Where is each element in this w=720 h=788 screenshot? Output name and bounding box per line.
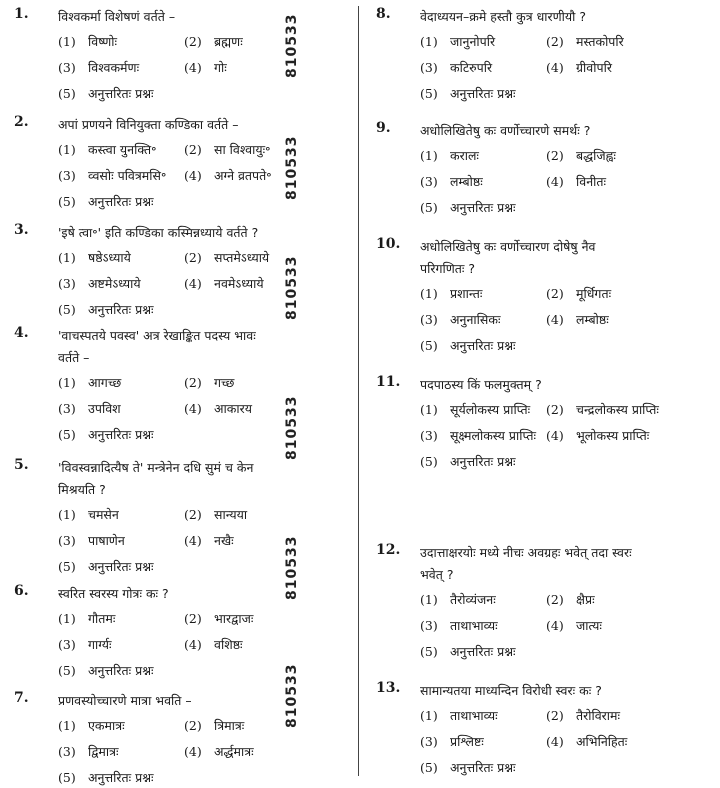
option-1[interactable]: [420, 32, 495, 52]
option-text: नखैः: [214, 533, 234, 548]
option-text: आकारय: [214, 401, 252, 416]
option-label: (3): [420, 734, 438, 749]
option-text: विश्वकर्मणः: [88, 60, 140, 75]
option-label: (3): [420, 428, 438, 443]
option-label: (1): [420, 148, 438, 163]
option-label: (1): [58, 250, 76, 265]
option-2[interactable]: [546, 284, 611, 304]
option-text: त्रिमात्रः: [214, 718, 245, 733]
question-text: [58, 222, 258, 244]
option-text: ताथाभाव्यः: [450, 708, 498, 723]
option-text: जानुनोपरि: [450, 34, 496, 49]
option-text: एकमात्रः: [88, 718, 125, 733]
option-label: (2): [546, 708, 564, 723]
option-label: (4): [184, 533, 202, 548]
option-3[interactable]: [58, 635, 112, 655]
option-label: (1): [420, 286, 438, 301]
option-label: (4): [546, 312, 564, 327]
question-number: 13.: [376, 680, 401, 696]
option-5[interactable]: [420, 198, 516, 218]
option-label: (5): [420, 454, 438, 469]
option-5[interactable]: [58, 425, 154, 445]
option-5[interactable]: [58, 300, 154, 320]
option-label: (4): [546, 60, 564, 75]
option-label: (5): [58, 302, 76, 317]
option-text: कस्त्वा युनक्ति॰: [88, 142, 157, 157]
option-3[interactable]: [420, 58, 492, 78]
question-number: 10.: [376, 236, 401, 252]
option-label: (3): [420, 618, 438, 633]
option-text: भारद्वाजः: [214, 611, 254, 626]
option-label: (5): [420, 200, 438, 215]
option-text: अष्टमेऽध्याये: [88, 276, 141, 291]
option-label: (1): [58, 142, 76, 157]
option-4[interactable]: [184, 166, 272, 186]
option-3[interactable]: [58, 58, 139, 78]
question-number: 1.: [14, 6, 29, 22]
option-label: (1): [58, 507, 76, 522]
option-label: (2): [546, 592, 564, 607]
option-text: अनुत्तरितः प्रश्नः: [450, 760, 516, 775]
question-text: [58, 325, 256, 369]
question-line: विश्वकर्मा विशेषणं वर्तते –: [58, 9, 176, 24]
option-1[interactable]: [58, 140, 157, 160]
option-2[interactable]: [546, 146, 616, 166]
serial-number-stamp: 810533: [284, 13, 300, 78]
option-label: (4): [184, 60, 202, 75]
option-label: (5): [420, 644, 438, 659]
question-text: [420, 236, 596, 280]
option-1[interactable]: [420, 400, 530, 420]
option-text: मस्तकोपरि: [576, 34, 624, 49]
option-5[interactable]: [420, 452, 516, 472]
option-text: क्षैप्रः: [576, 592, 595, 607]
option-text: पाषाणेन: [88, 533, 125, 548]
option-text: कटिरुपरि: [450, 60, 493, 75]
column-divider: [358, 6, 359, 776]
option-text: सूर्यलोकस्य प्राप्तिः: [450, 402, 531, 417]
option-text: करालः: [450, 148, 479, 163]
option-label: (5): [58, 427, 76, 442]
option-label: (5): [58, 559, 76, 574]
option-4[interactable]: [546, 732, 627, 752]
option-label: (3): [58, 276, 76, 291]
question-text: [58, 583, 169, 605]
option-label: (5): [58, 194, 76, 209]
option-label: (3): [420, 174, 438, 189]
option-5[interactable]: [420, 336, 516, 356]
option-4[interactable]: [546, 172, 606, 192]
option-label: (3): [58, 168, 76, 183]
option-5[interactable]: [420, 84, 516, 104]
option-text: अनुत्तरितः प्रश्नः: [450, 644, 516, 659]
right-column: [362, 0, 720, 787]
option-text: गौतमः: [88, 611, 116, 626]
option-label: (2): [546, 148, 564, 163]
question-line: परिगणितः ?: [420, 261, 476, 276]
option-text: प्रश्लिष्टः: [450, 734, 484, 749]
option-label: (5): [420, 86, 438, 101]
option-2[interactable]: [546, 400, 659, 420]
option-text: विष्णोः: [88, 34, 118, 49]
option-1[interactable]: [420, 146, 479, 166]
question-line: मिश्रयति ?: [58, 482, 106, 497]
option-text: अनुत्तरितः प्रश्नः: [88, 427, 154, 442]
option-label: (5): [58, 663, 76, 678]
option-text: चन्द्रलोकस्य प्राप्तिः: [576, 402, 659, 417]
option-label: (5): [420, 760, 438, 775]
option-4[interactable]: [184, 399, 252, 419]
question-line: 'वाचस्पतये पवस्व' अत्र रेखाङ्कित पदस्य भावः: [58, 328, 256, 343]
option-label: (2): [184, 142, 202, 157]
option-3[interactable]: [420, 310, 500, 330]
option-5[interactable]: [420, 642, 516, 662]
option-label: (3): [58, 637, 76, 652]
option-4[interactable]: [546, 426, 649, 446]
option-label: (3): [420, 60, 438, 75]
option-1[interactable]: [58, 609, 115, 629]
question-line: स्वरित स्वरस्य गोत्रः कः ?: [58, 586, 169, 601]
option-text: वशिष्ठः: [214, 637, 243, 652]
option-text: लम्बोष्ठः: [576, 312, 609, 327]
option-4[interactable]: [184, 58, 227, 78]
question-text: [58, 457, 253, 501]
option-text: सा विश्वायुः॰: [214, 142, 271, 157]
option-1[interactable]: [420, 706, 498, 726]
option-label: (4): [546, 734, 564, 749]
question-text: [420, 680, 602, 702]
option-3[interactable]: [58, 274, 141, 294]
question-line: प्रणवस्योच्चारणे मात्रा भवति –: [58, 693, 192, 708]
question-text: [58, 114, 239, 136]
option-4[interactable]: [546, 616, 602, 636]
option-text: भूलोकस्य प्राप्तिः: [576, 428, 650, 443]
option-label: (3): [58, 401, 76, 416]
option-label: (1): [58, 718, 76, 733]
option-1[interactable]: [58, 505, 119, 525]
question-line: भवेत् ?: [420, 567, 454, 582]
option-4[interactable]: [184, 531, 234, 551]
option-1[interactable]: [58, 373, 121, 393]
option-text: अनुत्तरितः प्रश्नः: [88, 86, 154, 101]
option-text: ग्रीवोपरि: [576, 60, 612, 75]
option-3[interactable]: [420, 732, 484, 752]
option-2[interactable]: [546, 32, 624, 52]
option-text: ब्रह्मणः: [214, 34, 243, 49]
option-2[interactable]: [184, 373, 234, 393]
option-text: अग्ने व्रतपते॰: [214, 168, 272, 183]
question-number: 11.: [376, 374, 401, 390]
question-line: अधोलिखितेषु कः वर्णोच्चारण दोषेषु नैव: [420, 239, 596, 254]
option-2[interactable]: [184, 716, 244, 736]
option-text: नवमेऽध्याये: [214, 276, 264, 291]
option-text: सूक्ष्मलोकस्य प्राप्तिः: [450, 428, 536, 443]
option-label: (4): [546, 174, 564, 189]
question-number: 6.: [14, 583, 29, 599]
question-text: [420, 374, 542, 396]
question-number: 8.: [376, 6, 391, 22]
question-number: 5.: [14, 457, 29, 473]
option-text: अनुत्तरितः प्रश्नः: [88, 194, 154, 209]
question-number: 3.: [14, 222, 29, 238]
option-text: जात्यः: [576, 618, 602, 633]
option-label: (2): [184, 375, 202, 390]
option-text: अनुत्तरितः प्रश्नः: [450, 338, 516, 353]
option-label: (1): [58, 34, 76, 49]
option-label: (1): [420, 34, 438, 49]
question-number: 4.: [14, 325, 29, 341]
option-5[interactable]: [420, 758, 516, 778]
question-line: वर्तते –: [58, 350, 90, 365]
question-line: उदात्ताक्षरयोः मध्ये नीचः अवग्रहः भवेत् तदा स्वरः: [420, 545, 632, 560]
option-text: चमसेन: [88, 507, 119, 522]
option-4[interactable]: [184, 635, 243, 655]
option-1[interactable]: [58, 716, 125, 736]
option-2[interactable]: [184, 140, 270, 160]
option-text: प्रशान्तः: [450, 286, 483, 301]
option-label: (4): [546, 428, 564, 443]
option-2[interactable]: [546, 706, 620, 726]
option-1[interactable]: [420, 284, 482, 304]
option-text: सान्यया: [214, 507, 248, 522]
option-text: अनुत्तरितः प्रश्नः: [450, 454, 516, 469]
option-1[interactable]: [58, 32, 117, 52]
option-label: (3): [58, 744, 76, 759]
option-label: (4): [184, 744, 202, 759]
option-label: (1): [58, 375, 76, 390]
option-text: अनुत्तरितः प्रश्नः: [450, 86, 516, 101]
option-text: व्वसोः पवित्रमसि॰: [88, 168, 167, 183]
serial-number-stamp: 810533: [284, 135, 300, 200]
option-text: उपविश: [88, 401, 121, 416]
question-text: [58, 690, 192, 712]
option-text: गच्छ: [214, 375, 235, 390]
option-3[interactable]: [420, 172, 483, 192]
option-label: (2): [546, 402, 564, 417]
option-3[interactable]: [58, 531, 125, 551]
question-number: 2.: [14, 114, 29, 130]
option-text: अनुत्तरितः प्रश्नः: [88, 559, 154, 574]
option-text: अनुत्तरितः प्रश्नः: [88, 770, 154, 785]
option-label: (5): [58, 86, 76, 101]
option-3[interactable]: [58, 166, 166, 186]
option-text: बद्धजिह्वः: [576, 148, 616, 163]
question-text: [58, 6, 175, 28]
option-3[interactable]: [420, 426, 536, 446]
option-text: द्विमात्रः: [88, 744, 119, 759]
option-label: (3): [420, 312, 438, 327]
option-text: तैरोविरामः: [576, 708, 621, 723]
option-2[interactable]: [184, 32, 243, 52]
option-5[interactable]: [58, 768, 154, 788]
option-text: अनुत्तरितः प्रश्नः: [88, 663, 154, 678]
option-3[interactable]: [58, 399, 121, 419]
option-label: (3): [58, 533, 76, 548]
option-label: (5): [58, 770, 76, 785]
option-text: मूर्धिगतः: [576, 286, 612, 301]
option-text: अनुत्तरितः प्रश्नः: [88, 302, 154, 317]
option-label: (2): [184, 507, 202, 522]
serial-number-stamp: 810533: [284, 663, 300, 728]
option-label: (4): [184, 637, 202, 652]
option-5[interactable]: [58, 192, 154, 212]
option-text: सप्तमेऽध्याये: [214, 250, 270, 265]
option-text: तैरोव्यंजनः: [450, 592, 496, 607]
option-3[interactable]: [58, 742, 119, 762]
option-text: गोः: [214, 60, 227, 75]
option-label: (1): [420, 708, 438, 723]
option-5[interactable]: [58, 84, 154, 104]
option-label: (1): [420, 402, 438, 417]
option-2[interactable]: [546, 590, 595, 610]
option-label: (2): [184, 611, 202, 626]
question-number: 9.: [376, 120, 391, 136]
option-2[interactable]: [184, 248, 269, 268]
question-line: सामान्यतया माध्यन्दिन विरोधी स्वरः कः ?: [420, 683, 602, 698]
question-number: 7.: [14, 690, 29, 706]
option-text: लम्बोष्ठः: [450, 174, 483, 189]
option-text: षष्ठेऽध्याये: [88, 250, 131, 265]
option-label: (4): [184, 276, 202, 291]
option-text: गार्ग्यः: [88, 637, 112, 652]
serial-number-stamp: 810533: [284, 255, 300, 320]
option-text: अभिनिहितः: [576, 734, 628, 749]
option-4[interactable]: [184, 274, 264, 294]
question-number: 12.: [376, 542, 401, 558]
option-label: (4): [546, 618, 564, 633]
option-text: विनीतः: [576, 174, 607, 189]
option-label: (2): [184, 250, 202, 265]
option-2[interactable]: [184, 609, 253, 629]
option-label: (5): [420, 338, 438, 353]
question-line: पदपाठस्य किं फलमुक्तम् ?: [420, 377, 542, 392]
question-text: [420, 542, 632, 586]
question-line: अपां प्रणयने विनियुक्ता कण्डिका वर्तते –: [58, 117, 239, 132]
question-text: [420, 6, 586, 28]
option-2[interactable]: [184, 505, 247, 525]
question-line: वेदाध्ययन–क्रमे हस्तौ कुत्र धारणीयौ ?: [420, 9, 586, 24]
question-line: अधोलिखितेषु कः वर्णोच्चारणे समर्थः ?: [420, 123, 591, 138]
option-text: अनुनासिकः: [450, 312, 501, 327]
option-label: (4): [184, 401, 202, 416]
option-5[interactable]: [58, 661, 154, 681]
question-text: [420, 120, 590, 142]
serial-number-stamp: 810533: [284, 535, 300, 600]
option-3[interactable]: [420, 616, 498, 636]
question-line: 'विवस्वन्नादित्यैष ते' मन्त्रेनेन दधि सुमं च केन: [58, 460, 254, 475]
serial-number-stamp: 810533: [284, 395, 300, 460]
option-label: (3): [58, 60, 76, 75]
option-text: ताथाभाव्यः: [450, 618, 498, 633]
option-1[interactable]: [420, 590, 496, 610]
option-label: (1): [58, 611, 76, 626]
option-4[interactable]: [546, 58, 612, 78]
option-5[interactable]: [58, 557, 154, 577]
option-label: (2): [546, 34, 564, 49]
option-4[interactable]: [546, 310, 609, 330]
option-label: (4): [184, 168, 202, 183]
option-text: अनुत्तरितः प्रश्नः: [450, 200, 516, 215]
option-label: (1): [420, 592, 438, 607]
option-label: (2): [184, 718, 202, 733]
option-text: अर्द्धमात्रः: [214, 744, 254, 759]
option-1[interactable]: [58, 248, 131, 268]
option-label: (2): [546, 286, 564, 301]
question-line: 'इषे त्वा॰' इति कण्डिका कस्मिन्नध्याये वर्तते ?: [58, 225, 259, 240]
option-label: (2): [184, 34, 202, 49]
option-4[interactable]: [184, 742, 254, 762]
option-text: आगच्छ: [88, 375, 122, 390]
